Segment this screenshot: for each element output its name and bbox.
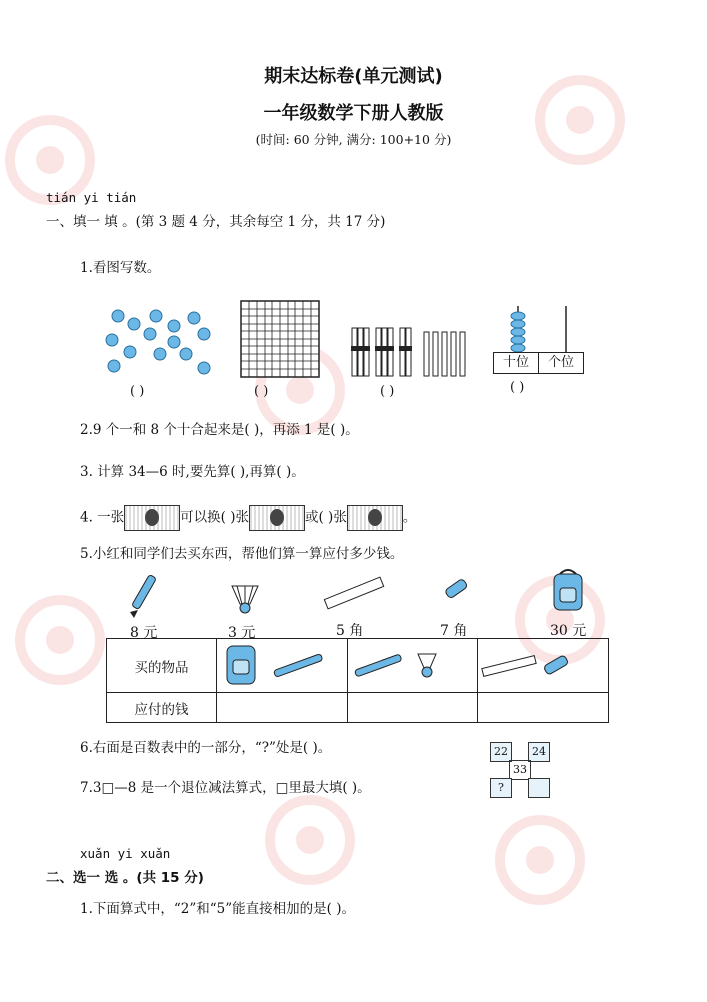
eraser-icon [438,576,474,606]
q1-blank-1[interactable]: ( ) [130,384,145,399]
q4-text-3: 或( )张 [305,509,347,526]
money-bill-icon [347,505,403,531]
abacus-picture [500,302,580,352]
price-ruler: 5 角 [336,623,364,639]
watermark-logo [0,580,120,700]
abacus-label-tens: 十位 [493,352,539,374]
abacus-label-ones: 个位 [538,352,584,374]
section2-heading: 二、选一 选 。(共 15 分) [46,870,204,886]
hundred-cell-33: 33 [509,760,531,780]
exam-meta: (时间: 60 分钟, 满分: 100+10 分) [255,132,452,147]
hundred-cell-24: 24 [528,742,550,762]
question-2: 2.9 个一和 8 个十合起来是( )，再添 1 是( )。 [80,422,359,438]
q1-blank-4[interactable]: ( ) [510,380,525,395]
ruler-eraser-picture [478,640,598,688]
row-label-items: 买的物品 [107,639,217,693]
cost-cell-1[interactable] [216,693,347,723]
cost-cell-3[interactable] [478,693,609,723]
price-shuttlecock: 3 元 [228,625,256,641]
price-eraser: 7 角 [440,623,468,639]
q4-text-2: 可以换( )张 [180,509,249,526]
shuttlecock-icon [228,582,262,616]
question-5: 5.小红和同学们去买东西，帮他们算一算应付多少钱。 [80,546,404,562]
section1-pinyin: tián yi tián [46,190,137,205]
items-cell-1 [216,639,347,693]
backpack-icon [548,566,588,614]
q1-blank-3[interactable]: ( ) [380,384,395,399]
question-4 [80,505,416,531]
items-cell-3 [478,639,609,693]
money-bill-icon [124,505,180,531]
ruler-icon [320,572,386,616]
row-label-cost: 应付的钱 [107,693,217,723]
watermark-logo [480,800,600,920]
q4-text-1: 4. 一张 [80,509,125,526]
purchase-table [106,638,609,723]
pen-icon [120,572,170,620]
q1-blank-2[interactable]: ( ) [254,384,269,399]
question-6: 6.右面是百数表中的一部分，“?”处是( )。 [80,740,332,756]
backpack-pen-picture [217,640,337,688]
watermark-logo [250,780,370,900]
price-pen: 8 元 [130,625,158,641]
money-bill-icon [249,505,305,531]
stick-bundles-picture [350,324,470,380]
section2-pinyin: xuǎn yi xuǎn [80,846,171,861]
price-backpack: 30 元 [550,623,587,639]
items-cell-2 [347,639,478,693]
hundred-cell-22: 22 [490,742,512,762]
page-subtitle: 一年级数学下册人教版 [263,103,444,124]
dots-picture [104,306,214,378]
question-3: 3. 计算 34—6 时,要先算( ),再算( )。 [80,464,305,480]
hundred-grid-picture [240,300,320,378]
cost-cell-2[interactable] [347,693,478,723]
question-1: 1.看图写数。 [80,260,161,276]
page-title: 期末达标卷(单元测试) [264,66,443,87]
hundred-cell-unknown: ? [490,778,512,798]
section2-question-1: 1.下面算式中，“2”和“5”能直接相加的是( )。 [80,901,355,917]
pen-shuttlecock-picture [348,640,468,688]
q4-text-4: 。 [402,509,417,526]
question-7: 7.3□—8 是一个退位减法算式，□里最大填( )。 [80,780,371,796]
section1-heading: 一、填一 填 。(第 3 题 4 分，其余每空 1 分，共 17 分) [46,214,386,230]
hundred-cell-blank [528,778,550,798]
